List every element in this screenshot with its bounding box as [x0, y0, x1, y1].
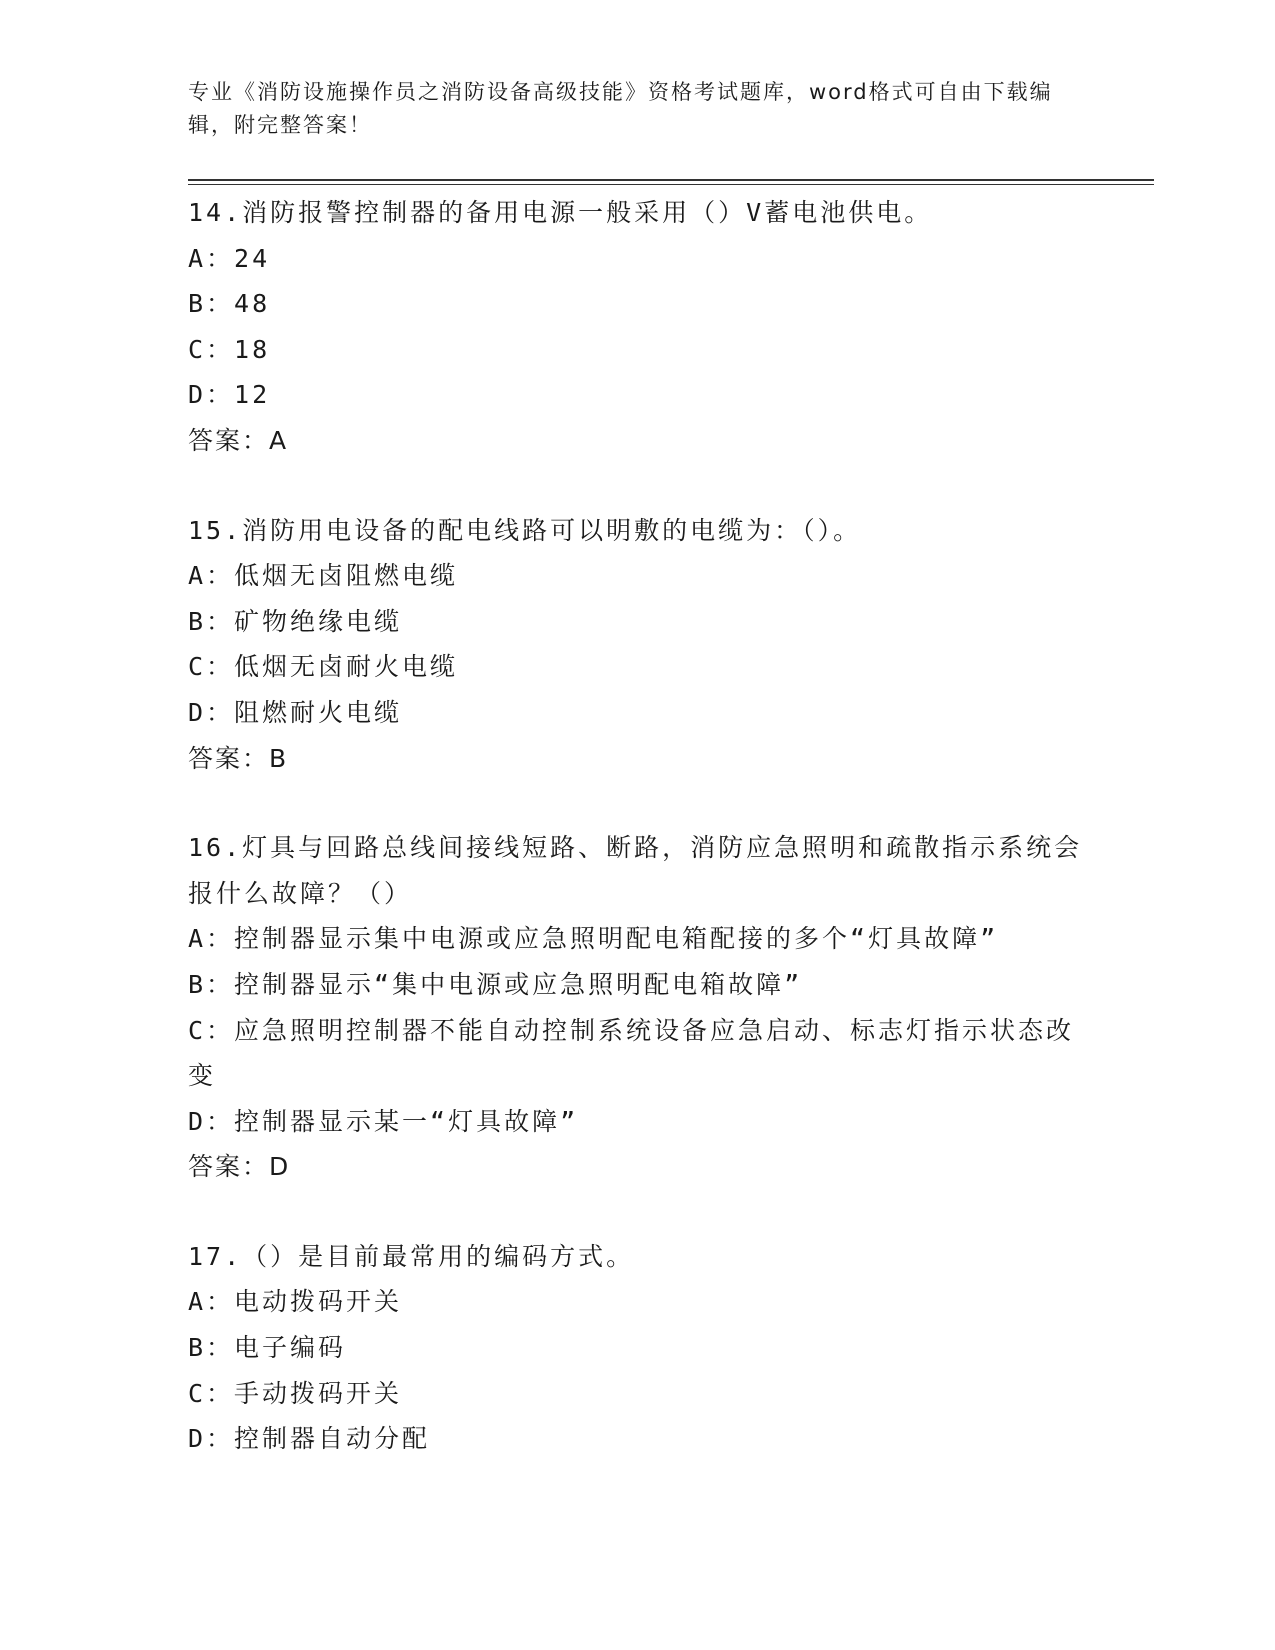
answer-text: 答案：B: [188, 743, 289, 773]
option-a: A：电动拨码开关: [188, 1287, 403, 1317]
question-15: [188, 508, 1088, 782]
question-stem: 14.消防报警控制器的备用电源一般采用（）V蓄电池供电。: [188, 198, 933, 227]
option-d: D：控制器显示某一“灯具故障”: [188, 1106, 579, 1136]
option-b: B：矿物绝缘电缆: [188, 606, 403, 636]
option-b: B：控制器显示“集中电源或应急照明配电箱故障”: [188, 969, 803, 999]
question-list: [188, 190, 1088, 1506]
question-16: [188, 825, 1088, 1190]
answer-text: 答案：A: [188, 425, 289, 455]
header-divider-thin: [188, 184, 1154, 185]
question-stem: 17.（）是目前最常用的编码方式。: [188, 1241, 635, 1271]
question-stem: 16.灯具与回路总线间接线短路、断路，消防应急照明和疏散指示系统会报什么故障？（）: [188, 833, 1083, 908]
question-14: [188, 190, 1088, 464]
option-b: B：48: [188, 289, 271, 319]
option-d: D：12: [188, 380, 271, 410]
option-c: C：低烟无卤耐火电缆: [188, 652, 459, 682]
option-d: D：阻燃耐火电缆: [188, 697, 403, 727]
option-d: D：控制器自动分配: [188, 1424, 431, 1454]
option-a: A：24: [188, 243, 271, 273]
option-c: C：应急照明控制器不能自动控制系统设备应急启动、标志灯指示状态改变: [188, 1015, 1075, 1091]
question-stem: 15.消防用电设备的配电线路可以明敷的电缆为：（）。: [188, 515, 862, 545]
answer-text: 答案：D: [188, 1152, 291, 1182]
option-c: C：18: [188, 334, 271, 364]
option-a: A：控制器显示集中电源或应急照明配电箱配接的多个“灯具故障”: [188, 924, 999, 954]
option-c: C：手动拨码开关: [188, 1378, 403, 1408]
option-a: A：低烟无卤阻燃电缆: [188, 561, 459, 591]
document-header: 专业《消防设施操作员之消防设备高级技能》资格考试题库，word格式可自由下载编辑，附完整答案！: [188, 80, 1053, 137]
header-divider-thick: [188, 179, 1154, 181]
question-17: [188, 1234, 1088, 1462]
option-b: B：电子编码: [188, 1333, 347, 1363]
